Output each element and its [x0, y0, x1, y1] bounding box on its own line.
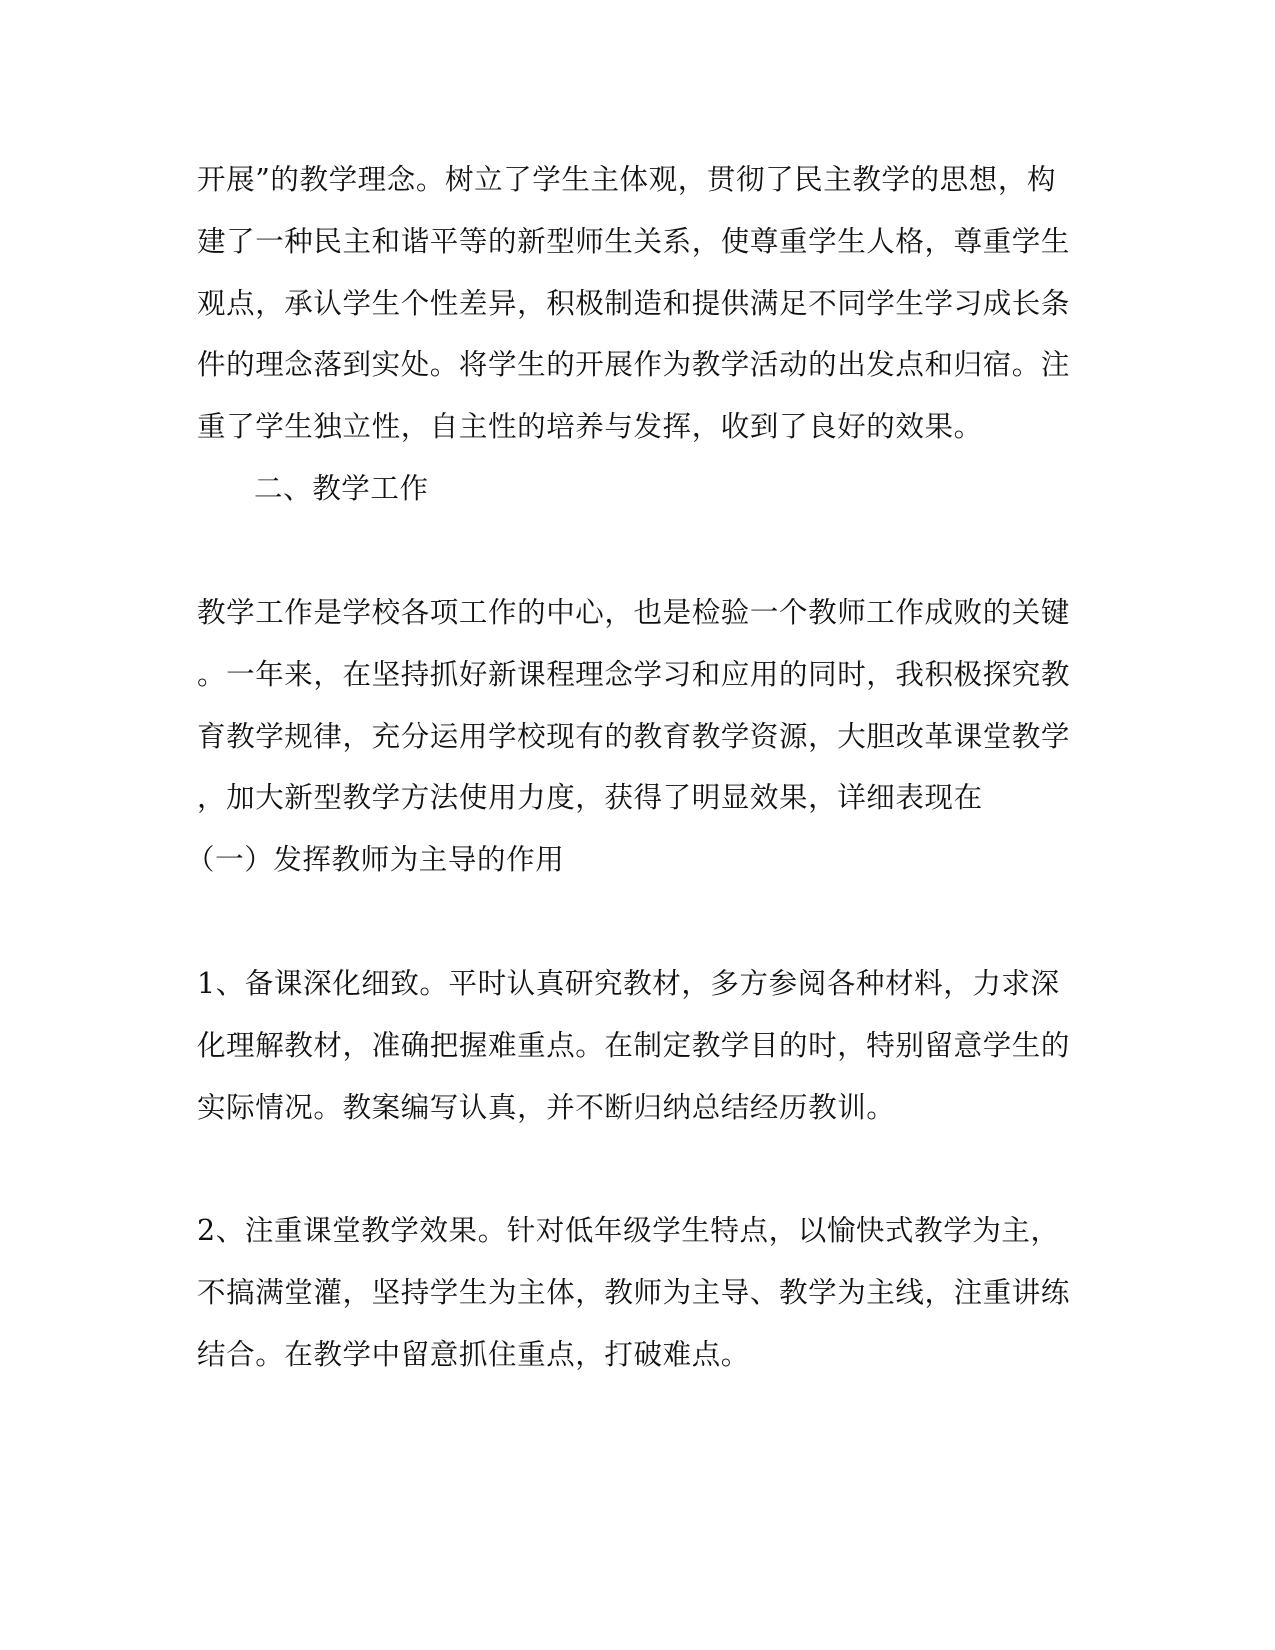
para1-line-3: 观点，承认学生个性差异，积极制造和提供满足不同学生学习成长条 [197, 287, 1071, 320]
para1-line-4: 件的理念落到实处。将学生的开展作为教学活动的出发点和归宿。注 [197, 348, 1071, 381]
item2-line-2: 不搞满堂灌，坚持学生为主体，教师为主导、教学为主线，注重讲练 [197, 1276, 1071, 1309]
para2-line-4: ，加大新型教学方法使用力度，获得了明显效果，详细表现在 [197, 781, 983, 814]
subheading-teacher-role: （一）发挥教师为主导的作用 [186, 843, 565, 876]
item1-line-2: 化理解教材，准确把握难重点。在制定教学目的时，特别留意学生的 [197, 1029, 1071, 1062]
item2-line-3: 结合。在教学中留意抓住重点，打破难点。 [197, 1338, 750, 1371]
para2-line-2: 。一年来，在坚持抓好新课程理念学习和应用的同时，我积极探究教 [197, 658, 1071, 691]
item1-line-3: 实际情况。教案编写认真，并不断归纳总结经历教训。 [197, 1091, 896, 1124]
item2-line-1: 2、注重课堂教学效果。针对低年级学生特点，以愉快式教学为主， [197, 1214, 1060, 1247]
para2-line-3: 育教学规律，充分运用学校现有的教育教学资源，大胆改革课堂教学 [197, 720, 1071, 753]
section-heading-teaching-work: 二、教学工作 [254, 472, 429, 505]
para1-line-1: 开展”的教学理念。树立了学生主体观，贯彻了民主教学的思想，构 [197, 163, 1057, 196]
item1-line-1: 1、备课深化细致。平时认真研究教材，多方参阅各种材料，力求深 [197, 967, 1060, 1000]
para1-line-2: 建了一种民主和谐平等的新型师生关系，使尊重学生人格，尊重学生 [197, 225, 1071, 258]
para1-line-5: 重了学生独立性，自主性的培养与发挥，收到了良好的效果。 [197, 410, 983, 443]
para2-line-1: 教学工作是学校各项工作的中心，也是检验一个教师工作成败的关键 [197, 596, 1071, 629]
